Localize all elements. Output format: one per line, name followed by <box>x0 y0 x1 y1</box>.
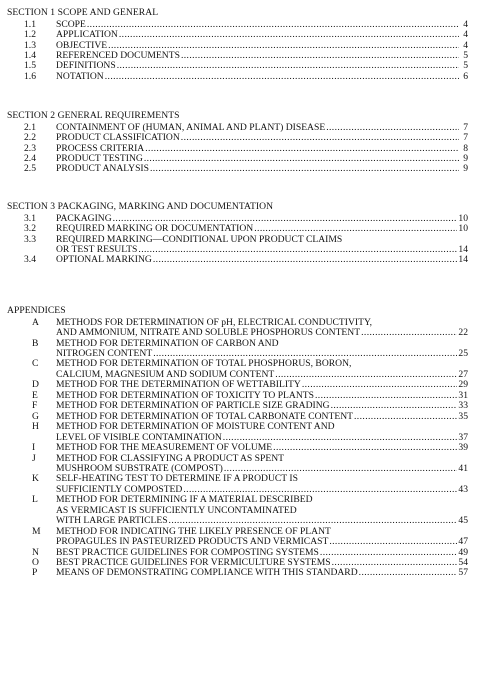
toc-page-number: 31 <box>458 389 468 401</box>
toc-page-number: 43 <box>458 483 468 495</box>
toc-entry-link[interactable] <box>56 19 468 30</box>
toc-entry-number: 2.5 <box>24 163 36 175</box>
dot-leader <box>275 369 457 380</box>
toc-entry-line <box>56 317 468 328</box>
toc-entry-link[interactable] <box>56 379 468 390</box>
toc-entry-link[interactable] <box>56 463 468 474</box>
toc-entry-number: 1.1 <box>24 18 36 30</box>
toc-entry-title: METHOD FOR CLASSIFYING A PRODUCT AS SPENT <box>56 452 284 464</box>
toc-entry-title: NITROGEN CONTENT <box>56 348 153 359</box>
toc-entry-link[interactable] <box>56 213 468 224</box>
toc-entry-title: SELF-HEATING TEST TO DETERMINE IF A PRODUCT IS <box>56 473 298 485</box>
toc-entry-line <box>56 453 468 464</box>
toc-entry-title: METHOD FOR DETERMINATION OF TOTAL CARBONATE CONTENT <box>56 410 353 422</box>
toc-entry-link[interactable] <box>56 122 468 133</box>
toc-entry-number: 1.2 <box>24 29 36 41</box>
toc-entry-title: CONTAINMENT OF (HUMAN, ANIMAL AND PLANT) DISEASE <box>56 121 326 133</box>
toc-entry-line <box>56 338 468 349</box>
toc-page-number: 14 <box>458 254 468 266</box>
dot-leader <box>181 132 459 143</box>
toc-page-number: 47 <box>458 536 468 548</box>
toc-entry-title: SUFFICIENTLY COMPOSTED <box>56 483 183 495</box>
dot-leader <box>113 213 458 224</box>
toc-entry-number: 1.3 <box>24 39 36 51</box>
toc-entry-title: CALCIUM, MAGNESIUM AND SODIUM CONTENT <box>56 368 275 380</box>
toc-page-number: 8 <box>463 142 468 154</box>
toc-entry-title: MUSHROOM SUBSTRATE (COMPOST) <box>56 462 223 474</box>
toc-entry-number: 2.4 <box>24 153 36 164</box>
toc-entry-title: METHODS FOR DETERMINATION OF pH, ELECTRICAL CONDUCTIVITY, <box>56 316 373 328</box>
toc-entry-title: APPLICATION <box>56 29 118 41</box>
toc-entry-link[interactable] <box>56 536 468 547</box>
dot-leader <box>326 122 459 133</box>
toc-page-number: 35 <box>458 410 468 422</box>
toc-entry-title: DEFINITIONS <box>56 60 116 72</box>
toc-entry-title: PRODUCT TESTING <box>56 153 143 164</box>
toc-page-number: 57 <box>458 567 468 579</box>
toc-entry-link[interactable] <box>56 143 468 154</box>
toc-entry-number: J <box>32 452 36 464</box>
dot-leader <box>119 29 459 40</box>
toc-entry-number: 2.3 <box>24 142 36 154</box>
dot-leader <box>181 50 459 61</box>
dot-leader <box>145 143 459 154</box>
dot-leader <box>302 379 458 390</box>
toc-entry-number: L <box>32 494 38 506</box>
toc-entry-link[interactable] <box>56 484 468 495</box>
toc-page-number: 10 <box>458 223 468 235</box>
dot-leader <box>183 484 457 495</box>
toc-entry-title: OPTIONAL MARKING <box>56 254 152 266</box>
toc-entry-number: 2.1 <box>24 121 36 133</box>
toc-page-number: 54 <box>458 557 468 568</box>
dot-leader <box>153 348 457 359</box>
toc-entry-number: C <box>32 358 39 370</box>
dot-leader <box>108 40 459 51</box>
toc-entry-number: G <box>32 410 39 422</box>
toc-entry-number: D <box>32 379 39 391</box>
toc-entry-line <box>56 358 468 369</box>
toc-entry-title: MEANS OF DEMONSTRATING COMPLIANCE WITH THIS STANDARD <box>56 567 358 579</box>
toc-entry-title: PROPAGULES IN PASTEURIZED PRODUCTS AND VERMICAST <box>56 536 329 548</box>
section-heading: SECTION 1 SCOPE AND GENERAL <box>7 7 159 18</box>
section-heading: APPENDICES <box>7 305 66 316</box>
dot-leader <box>169 515 458 526</box>
toc-entry-link[interactable] <box>56 223 468 234</box>
toc-entry-link[interactable] <box>56 60 468 71</box>
toc-entry-title: OR TEST RESULTS <box>56 244 138 255</box>
toc-entry-title: PACKAGING <box>56 212 112 224</box>
toc-entry-title: SCOPE <box>56 18 86 30</box>
toc-entry-number: K <box>32 473 39 485</box>
section-heading: SECTION 2 GENERAL REQUIREMENTS <box>7 110 180 121</box>
toc-entry-link[interactable] <box>56 50 468 61</box>
toc-entry-link[interactable] <box>56 153 468 164</box>
toc-entry-title: METHOD FOR DETERMINATION OF MOISTURE CONTENT AND <box>56 421 335 433</box>
dot-leader <box>359 567 458 578</box>
toc-entry-number: B <box>32 337 39 349</box>
toc-entry-title: METHOD FOR THE DETERMINATION OF WETTABILITY <box>56 379 301 391</box>
toc-page-number: 29 <box>458 379 468 391</box>
toc-entry-number: M <box>32 525 41 537</box>
toc-page-number: 6 <box>463 70 468 82</box>
toc-entry-link[interactable] <box>56 515 468 526</box>
toc-entry-link[interactable] <box>56 244 468 255</box>
toc-entry-number: E <box>32 389 38 401</box>
toc-page-number: 9 <box>463 153 468 164</box>
toc-entry-number: P <box>32 567 38 579</box>
toc-entry-title: OBJECTIVE <box>56 39 108 51</box>
toc-page-number: 7 <box>463 132 468 144</box>
toc-entry-number: N <box>32 546 39 558</box>
toc-entry-link[interactable] <box>56 567 468 578</box>
toc-entry-title: WITH LARGE PARTICLES <box>56 515 168 527</box>
toc-entry-title: BEST PRACTICE GUIDELINES FOR COMPOSTING SYSTEMS <box>56 546 319 558</box>
dot-leader <box>320 547 458 558</box>
toc-entry-title: METHOD FOR THE MEASUREMENT OF VOLUME <box>56 442 273 454</box>
toc-page-number: 4 <box>463 29 468 41</box>
dot-leader <box>331 400 458 411</box>
toc-entry-number: 1.4 <box>24 50 36 61</box>
toc-page-number: 37 <box>458 431 468 443</box>
toc-page-number: 25 <box>458 348 468 359</box>
toc-entry-title: AND AMMONIUM, NITRATE AND SOLUBLE PHOSPHORUS CONTENT <box>56 327 361 339</box>
dot-leader <box>117 60 459 71</box>
dot-leader <box>87 19 459 30</box>
toc-page-number: 14 <box>458 244 468 255</box>
toc-entry-link[interactable] <box>56 369 468 380</box>
toc-entry-link[interactable] <box>56 400 468 411</box>
toc-entry-link[interactable] <box>56 442 468 453</box>
toc-entry-number: 3.3 <box>24 233 36 245</box>
dot-leader <box>254 223 457 234</box>
toc-entry-title: PRODUCT CLASSIFICATION <box>56 132 180 144</box>
toc-entry-number: F <box>32 400 38 412</box>
toc-entry-line <box>56 421 468 432</box>
toc-entry-link[interactable] <box>56 547 468 558</box>
toc-entry-line <box>56 494 468 505</box>
toc-entry-title: METHOD FOR INDICATING THE LIKELY PRESENCE OF PLANT <box>56 525 331 537</box>
toc-entry-link[interactable] <box>56 557 468 568</box>
dot-leader <box>361 327 457 338</box>
toc-entry-link[interactable] <box>56 40 468 51</box>
dot-leader <box>144 153 459 164</box>
toc-entry-line <box>56 526 468 537</box>
toc-page-number: 39 <box>458 442 468 454</box>
toc-entry-title: AS VERMICAST IS SUFFICIENTLY UNCONTAMINATED <box>56 504 297 516</box>
toc-entry-link[interactable] <box>56 348 468 359</box>
toc-entry-title: PROCESS CRITERIA <box>56 142 145 154</box>
toc-entry-line <box>56 473 468 484</box>
toc-page-number: 49 <box>458 546 468 558</box>
dot-leader <box>354 411 457 422</box>
dot-leader <box>315 390 457 401</box>
toc-entry-line <box>56 234 468 245</box>
toc-entry-number: I <box>32 442 36 454</box>
toc-entry-link[interactable] <box>56 327 468 338</box>
toc-entry-number: 3.2 <box>24 223 36 235</box>
toc-entry-number: A <box>32 316 39 328</box>
toc-page-number: 41 <box>458 462 468 474</box>
dot-leader <box>105 71 459 82</box>
toc-entry-link[interactable] <box>56 132 468 143</box>
toc-page-number: 4 <box>463 39 468 51</box>
toc-entry-link[interactable] <box>56 411 468 422</box>
toc-entry-title: BEST PRACTICE GUIDELINES FOR VERMICULTURE SYSTEMS <box>56 557 331 568</box>
toc-entry-number: 3.1 <box>24 212 36 224</box>
toc-entry-link[interactable] <box>56 29 468 40</box>
toc-entry-title: LEVEL OF VISIBLE CONTAMINATION <box>56 431 222 443</box>
toc-entry-link[interactable] <box>56 71 468 82</box>
toc-page-number: 33 <box>458 400 468 412</box>
toc-entry-link[interactable] <box>56 254 468 265</box>
toc-entry-title: METHOD FOR DETERMINATION OF CARBON AND <box>56 337 279 349</box>
toc-page-number: 10 <box>458 212 468 224</box>
dot-leader <box>329 536 457 547</box>
toc-entry-title: METHOD FOR DETERMINATION OF TOTAL PHOSPHORUS, BORON, <box>56 358 352 370</box>
toc-page-number: 5 <box>463 60 468 72</box>
dot-leader <box>273 442 457 453</box>
toc-entry-title: REQUIRED MARKING—CONDITIONAL UPON PRODUCT CLAIMS <box>56 233 343 245</box>
dot-leader <box>224 463 458 474</box>
toc-entry-number: 1.5 <box>24 60 36 72</box>
toc-entry-number: 2.2 <box>24 132 36 144</box>
toc-entry-number: H <box>32 421 39 433</box>
toc-page-number: 27 <box>458 368 468 380</box>
toc-page-number: 45 <box>458 515 468 527</box>
dot-leader <box>223 432 458 443</box>
toc-entry-title: REFERENCED DOCUMENTS <box>56 50 180 61</box>
toc-page-number: 22 <box>458 327 468 339</box>
toc-entry-title: METHOD FOR DETERMINATION OF TOXICITY TO PLANTS <box>56 389 314 401</box>
dot-leader <box>138 244 457 255</box>
dot-leader <box>153 254 458 265</box>
toc-page-number: 9 <box>463 163 468 175</box>
toc-entry-title: PRODUCT ANALYSIS <box>56 163 149 175</box>
toc-entry-number: 1.6 <box>24 70 36 82</box>
toc-page-number: 7 <box>463 121 468 133</box>
toc-entry-number: 3.4 <box>24 254 36 266</box>
section-heading: SECTION 3 PACKAGING, MARKING AND DOCUMENTATION <box>7 201 274 212</box>
toc-page-number: 5 <box>463 50 468 61</box>
toc-entry-title: REQUIRED MARKING OR DOCUMENTATION <box>56 223 254 235</box>
dot-leader <box>332 557 458 568</box>
toc-entry-link[interactable] <box>56 163 468 174</box>
toc-entry-title: METHOD FOR DETERMINATION OF PARTICLE SIZE GRADING <box>56 400 330 412</box>
toc-entry-number: O <box>32 557 39 568</box>
toc-entry-link[interactable] <box>56 432 468 443</box>
toc-page-number: 4 <box>463 18 468 30</box>
toc-entry-title: NOTATION <box>56 70 104 82</box>
dot-leader <box>150 163 459 174</box>
toc-entry-title: METHOD FOR DETERMINING IF A MATERIAL DESCRIBED <box>56 494 313 506</box>
toc-entry-line <box>56 505 468 516</box>
toc-entry-link[interactable] <box>56 390 468 401</box>
